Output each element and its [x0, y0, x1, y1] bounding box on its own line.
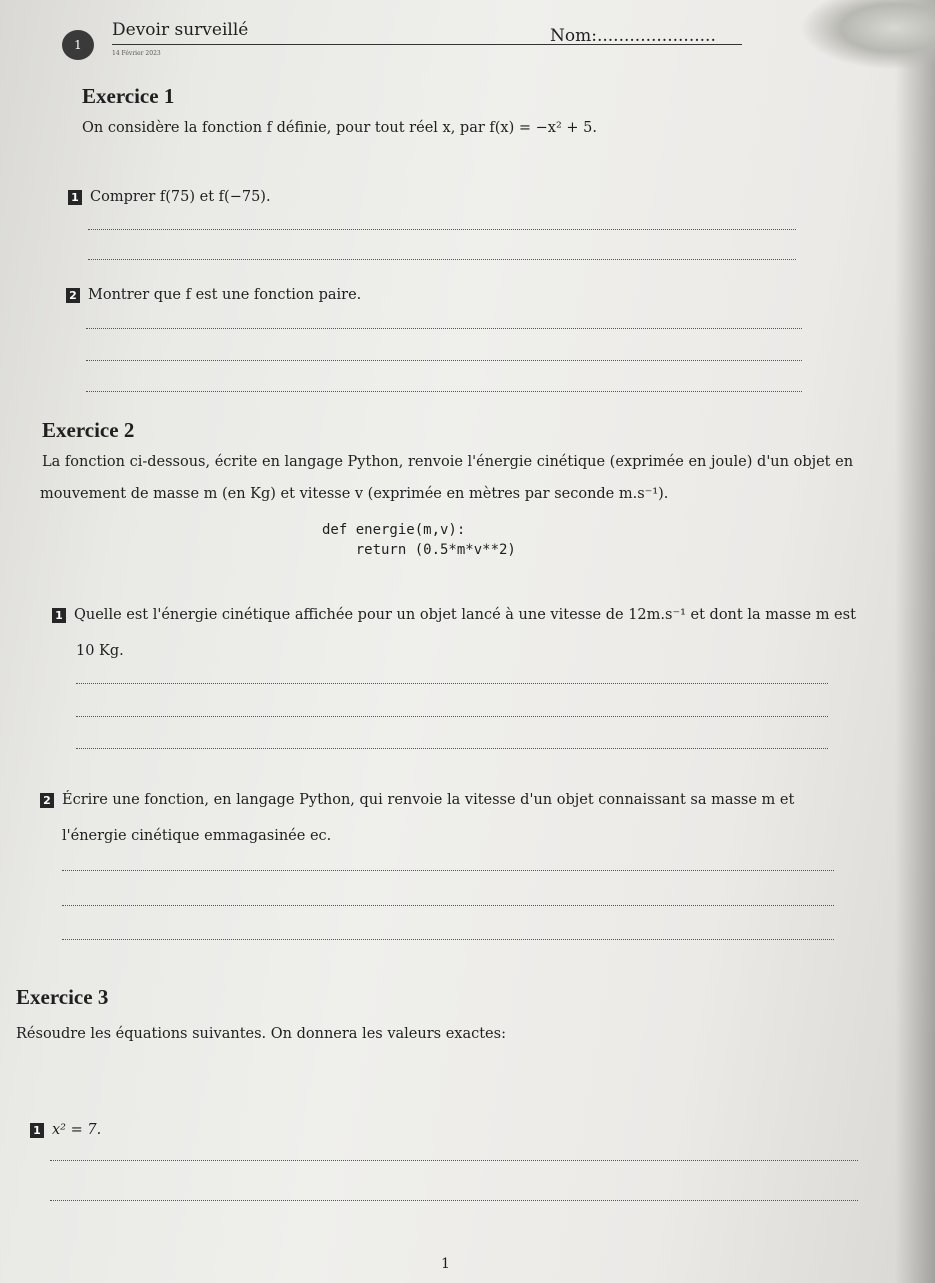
- exercise2-intro-line1: La fonction ci-dessous, écrite en langage Python, renvoie l'énergie cinétique (exprimée en joule) d'un objet en: [42, 454, 854, 470]
- shadow-edge: [895, 0, 935, 1283]
- exercise3-question1: [30, 1122, 101, 1138]
- exercise1-question1: [68, 189, 271, 205]
- answer-line: [88, 229, 796, 230]
- header-badge: 1: [62, 30, 94, 60]
- exercise2-question2-cont: l'énergie cinétique emmagasinée ec.: [62, 828, 332, 844]
- question-text: Comprer f(75) et f(−75).: [90, 189, 271, 205]
- answer-line: [50, 1200, 858, 1201]
- answer-line: [76, 683, 828, 684]
- exercise1-intro: On considère la fonction f définie, pour tout réel x, par f(x) = −x² + 5.: [82, 120, 597, 136]
- answer-line: [76, 748, 828, 749]
- exercise1-question2: [66, 287, 361, 303]
- answer-line: [88, 259, 796, 260]
- exercise2-title: Exercice 2: [42, 418, 135, 442]
- question-number-badge: 2: [40, 793, 54, 808]
- page-number: 1: [441, 1256, 450, 1272]
- python-code-line2: return (0.5*m*v**2): [322, 542, 516, 558]
- name-field-label: Nom:......................: [550, 26, 716, 46]
- answer-line: [62, 905, 834, 906]
- answer-line: [76, 716, 828, 717]
- exercise2-question2: [40, 792, 794, 808]
- document-title: Devoir surveillé: [112, 20, 249, 40]
- question-text: Écrire une fonction, en langage Python, qui renvoie la vitesse d'un objet connaissant sa masse m et: [62, 792, 795, 808]
- answer-line: [62, 870, 834, 871]
- exercise3-intro: Résoudre les équations suivantes. On donnera les valeurs exactes:: [16, 1026, 506, 1042]
- question-number-badge: 2: [66, 288, 80, 303]
- answer-line: [86, 360, 802, 361]
- exercise3-title: Exercice 3: [16, 985, 109, 1009]
- question-number-badge: 1: [68, 190, 82, 205]
- exercise2-question1-cont: 10 Kg.: [76, 643, 124, 659]
- document-date: 14 Février 2023: [112, 50, 161, 57]
- answer-line: [86, 328, 802, 329]
- question-text: Montrer que f est une fonction paire.: [88, 287, 362, 303]
- answer-line: [50, 1160, 858, 1161]
- exercise1-title: Exercice 1: [82, 84, 175, 108]
- exercise2-intro-line2: mouvement de masse m (en Kg) et vitesse v (exprimée en mètres par seconde m.s⁻¹).: [40, 486, 669, 502]
- question-number-badge: 1: [52, 608, 66, 623]
- answer-line: [62, 939, 834, 940]
- answer-line: [86, 391, 802, 392]
- exercise2-question1: [52, 607, 856, 623]
- question-number-badge: 1: [30, 1123, 44, 1138]
- question-text: Quelle est l'énergie cinétique affichée pour un objet lancé à une vitesse de 12m.s⁻¹ et dont la masse m est: [74, 607, 856, 623]
- binder-clip: [800, 0, 935, 70]
- python-code-line1: def energie(m,v):: [322, 522, 466, 538]
- question-text: x² = 7.: [52, 1122, 102, 1138]
